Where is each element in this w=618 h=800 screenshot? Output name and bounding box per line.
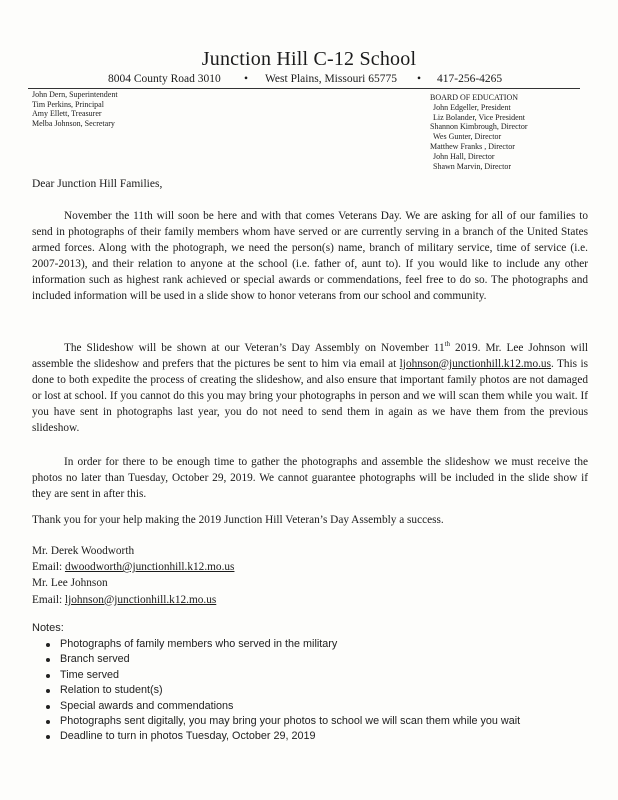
signature-block: [32, 543, 234, 608]
staff-member: Tim Perkins, Principal: [32, 99, 104, 109]
board-member: John Hall, Director: [433, 151, 495, 161]
phone-number: 417-256-4265: [437, 73, 503, 85]
email-link-dwoodworth[interactable]: dwoodworth@junctionhill.k12.mo.us: [64, 561, 235, 574]
board-member: Liz Bolander, Vice President: [433, 112, 525, 122]
board-member: Wes Gunter, Director: [433, 132, 502, 142]
board-member: Matthew Franks , Director: [430, 141, 515, 151]
notes-heading: Notes:: [32, 622, 64, 634]
signer-name: Mr. Derek Woodworth: [32, 545, 135, 557]
separator-dot: •: [417, 73, 422, 85]
staff-member: Melba Johnson, Secretary: [32, 118, 115, 128]
paragraph-deadline: In order for there to be enough time to gather the photographs and assemble the slideshow we must receive the photos no later than Tuesday, October 29, 2019. We cannot guarantee photographs will be included in the slide show if they are sent in after this.: [32, 456, 588, 501]
email-label: Email:: [32, 561, 65, 574]
notes-list: [44, 637, 520, 745]
greeting: Dear Junction Hill Families,: [32, 178, 163, 190]
administration-list: [32, 90, 118, 128]
ordinal-suffix: th: [444, 340, 451, 348]
email-link-ljohnson[interactable]: ljohnson@junctionhill.k12.mo.us: [64, 593, 217, 606]
school-name: Junction Hill C-12 School: [201, 48, 417, 70]
list-item: Photographs of family members who served in the military: [44, 637, 520, 652]
list-item: Deadline to turn in photos Tuesday, October 29, 2019: [44, 729, 520, 744]
signer-email-line: [32, 592, 234, 608]
thank-you-line: Thank you for your help making the 2019 Junction Hill Veteran’s Day Assembly a success.: [32, 514, 444, 526]
board-member: Shannon Kimbrough, Director: [430, 122, 528, 132]
email-link-ljohnson[interactable]: ljohnson@junctionhill.k12.mo.us: [399, 357, 551, 370]
signer-email-line: [32, 559, 234, 575]
paragraph-text: 2019. Mr. Lee Johnson will assemble the slideshow and prefers that the pictures be sent to him via email at: [32, 341, 589, 370]
staff-member: Amy Ellett, Treasurer: [32, 109, 102, 118]
list-item: Time served: [44, 668, 520, 683]
address-line: [108, 71, 588, 87]
board-member: John Edgeller, President: [433, 102, 511, 112]
separator-dot: •: [244, 73, 249, 85]
board-heading: BOARD OF EDUCATION: [430, 93, 519, 102]
letterhead-divider: [28, 88, 580, 89]
paragraph-text: The Slideshow will be shown at our Veteran’s Day Assembly on November 11: [64, 341, 445, 354]
list-item: Branch served: [44, 652, 520, 667]
board-member: Shawn Marvin, Director: [433, 161, 511, 171]
board-of-education: [430, 93, 528, 171]
city-state-zip: West Plains, Missouri 65775: [265, 73, 397, 85]
paragraph-text: . This is done to both expedite the process of creating the slideshow, and also ensure that important family photos are not damaged or lost at school. If you cannot do this you may bring your photographs in person and we will scan them while you wait. If you have sent in photographs last year, you do not need to send them in again as we have them from the previous slideshow.: [32, 357, 589, 435]
email-label: Email:: [32, 593, 65, 606]
list-item: Relation to student(s): [44, 683, 520, 698]
staff-member: John Dern, Superintendent: [32, 90, 118, 99]
list-item: Special awards and commendations: [44, 699, 520, 714]
paragraph-slideshow: [32, 336, 588, 436]
street-address: 8004 County Road 3010: [108, 73, 221, 85]
list-item: Photographs sent digitally, you may bring your photos to school we will scan them while you wait: [44, 714, 520, 729]
signer-name: Mr. Lee Johnson: [32, 577, 108, 590]
paragraph-veterans-day: November the 11th will soon be here and with that comes Veterans Day. We are asking for all of our families to send in photographs of their family members whom have served or are currently serving in a branch of the United States armed forces. Along with the photograph, we need the person(s) name, branch of military service, time of service (i.e. 2007-2013), and their relation to anyone at the school (i.e. father of, aunt to). If you would like to include any other information such as highest rank achieved or special awards or commendations, feel free to do so. The photographs and included information will be used in a slide show to honor veterans from our school and community.: [32, 210, 588, 303]
